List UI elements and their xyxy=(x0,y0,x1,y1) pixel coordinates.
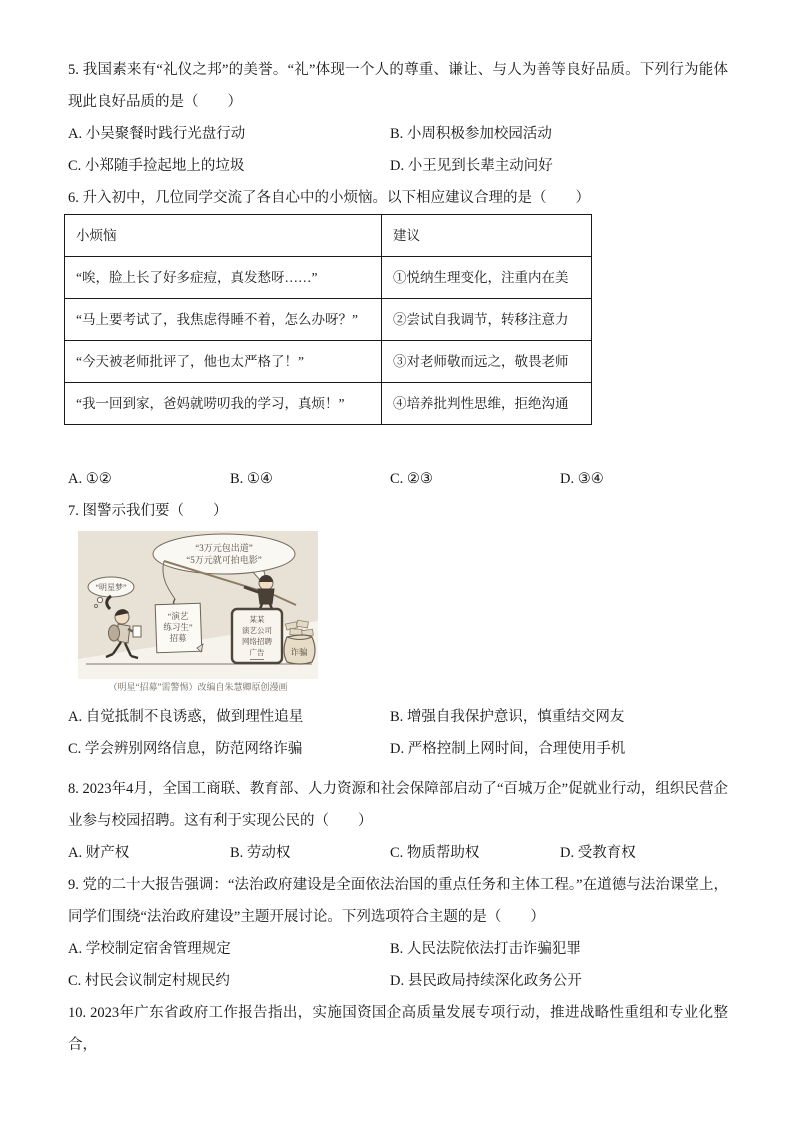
question-5-stem: 5. 我国素来有“礼仪之邦”的美誉。“礼”体现一个人的尊重、谦让、与人为善等良好品质。下列行为能体现此良好品质的是（ ） xyxy=(68,62,728,110)
phone-line-1: 某某 xyxy=(249,615,265,624)
question-6-stem: 6. 升入初中，几位同学交流了各自心中的小烦恼。以下相应建议合理的是（ ） xyxy=(68,190,590,206)
table-header-row xyxy=(65,215,592,257)
q5-option-c: C. 小郑随手捡起地上的垃圾 xyxy=(68,158,245,174)
question-7-stem: 7. 图警示我们要（ ） xyxy=(68,503,228,519)
poster-line-2: 练习生” xyxy=(163,622,193,632)
q6-worry-cell-3: “今天被老师批评了，他也太严格了！” xyxy=(65,341,382,383)
q8-option-b: B. 劳动权 xyxy=(230,845,291,861)
question-9 xyxy=(68,869,728,997)
cartoon-caption: （明星“招募”需警惕）改编自朱慧卿原创漫画 xyxy=(108,682,288,692)
q9-option-b: B. 人民法院依法打击诈骗犯罪 xyxy=(390,941,581,957)
bag-label: 诈骗 xyxy=(290,647,308,657)
q6-advice-cell-4: ④培养批判性思维，拒绝沟通 xyxy=(382,383,592,425)
q8-option-d: D. 受教育权 xyxy=(560,845,636,861)
q7-option-a: A. 自觉抵制不良诱惑，做到理性追星 xyxy=(68,709,304,725)
phone-line-2: 演艺公司 xyxy=(242,626,272,635)
q6-worry-cell-1: “唉，脸上长了好多症痘，真发愁呀……” xyxy=(65,257,382,299)
q6-option-b: B. ①④ xyxy=(230,471,273,487)
anti-fraud-cartoon-image xyxy=(78,531,318,679)
q6-advice-cell-2: ②尝试自我调节，转移注意力 xyxy=(382,299,592,341)
recruit-poster xyxy=(155,603,203,653)
phone-line-4: 广告 xyxy=(249,648,265,657)
speech-line-1: “3万元包出道” xyxy=(195,543,253,553)
question-8 xyxy=(68,773,728,869)
table-row xyxy=(65,257,592,299)
q5-option-d: D. 小王见到长辈主动问好 xyxy=(390,158,553,174)
question-10 xyxy=(68,997,728,1061)
phone-line-3: 网络招聘 xyxy=(242,637,272,646)
backpack xyxy=(109,625,120,641)
question-5 xyxy=(68,54,728,182)
q6-worry-cell-4: “我一回到家，爸妈就唠叨我的学习，真烦！” xyxy=(65,383,382,425)
q5-option-b: B. 小周积极参加校园活动 xyxy=(390,126,552,142)
q7-option-b: B. 增强自我保护意识，慎重结交网友 xyxy=(390,709,625,725)
q6-option-d: D. ③④ xyxy=(560,471,604,487)
q6-worry-advice-table xyxy=(64,214,592,425)
phone-with-ad xyxy=(232,609,282,663)
table-row xyxy=(65,341,592,383)
question-6 xyxy=(68,182,728,495)
table-row xyxy=(65,383,592,425)
q6-option-c: C. ②③ xyxy=(390,471,433,487)
q5-option-a: A. 小吴聚餐时践行光盘行动 xyxy=(68,126,246,142)
q7-cartoon xyxy=(78,531,318,695)
question-9-stem: 9. 党的二十大报告强调：“法治政府建设是全面依法治国的重点任务和主体工程。”在道德与法治课堂上，同学们围绕“法治政府建设”主题开展讨论。下列选项符合主题的是（ ） xyxy=(68,877,728,925)
q7-option-c: C. 学会辨别网络信息，防范网络诈骗 xyxy=(68,741,303,757)
poster-line-1: “演艺 xyxy=(167,611,189,621)
table-row xyxy=(65,299,592,341)
speech-line-2: “5万元就可拍电影” xyxy=(186,555,262,565)
q8-option-c: C. 物质帮助权 xyxy=(390,845,480,861)
q6-header-worry: 小烦恼 xyxy=(65,215,382,257)
q8-option-a: A. 财产权 xyxy=(68,845,130,861)
thought-text: “明星梦” xyxy=(95,583,127,592)
q6-header-advice: 建议 xyxy=(382,215,592,257)
q9-option-a: A. 学校制定宿舍管理规定 xyxy=(68,941,231,957)
q6-advice-cell-1: ①悦纳生理变化，注重内在美 xyxy=(382,257,592,299)
q7-option-d: D. 严格控制上网时间，合理使用手机 xyxy=(390,741,626,757)
poster-line-3: 招募 xyxy=(169,633,187,643)
q6-advice-cell-3: ③对老师敬而远之，敬畏老师 xyxy=(382,341,592,383)
question-10-stem: 10. 2023年广东省政府工作报告指出，实施国资国企高质量发展专项行动，推进战略性重组和专业化整合， xyxy=(68,1005,728,1053)
question-8-stem: 8. 2023年4月，全国工商联、教育部、人力资源和社会保障部启动了“百城万企”促就业行动，组织民营企业参与校园招聘。这有利于实现公民的（ ） xyxy=(68,781,728,829)
q9-option-c: C. 村民会议制定村规民约 xyxy=(68,973,230,989)
q9-option-d: D. 县民政局持续深化政务公开 xyxy=(390,973,582,989)
q6-option-a: A. ①② xyxy=(68,471,112,487)
question-7 xyxy=(68,495,728,765)
q6-worry-cell-2: “马上要考试了，我焦虑得睡不着，怎么办呀？” xyxy=(65,299,382,341)
